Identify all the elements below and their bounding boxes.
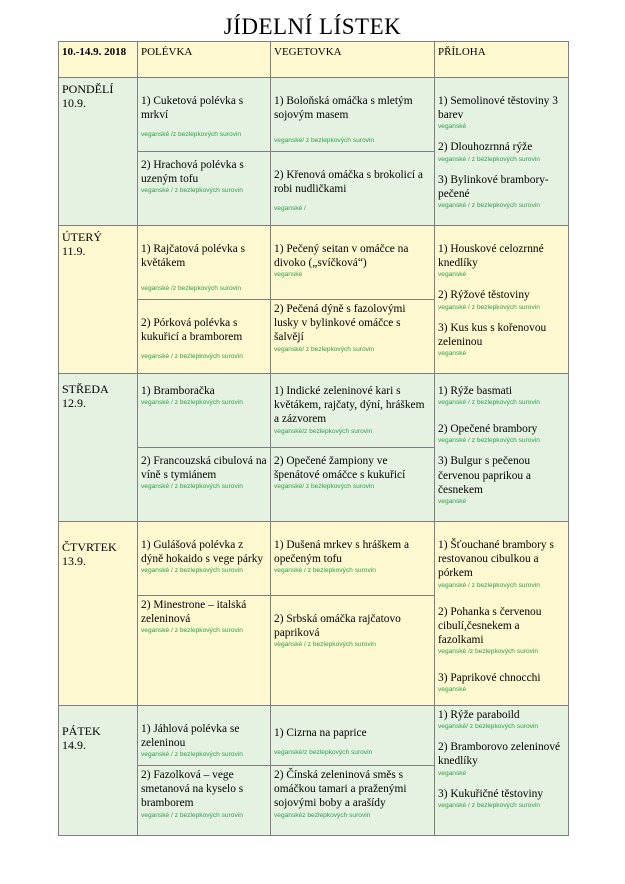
dish-name: 1) Dušená mrkev s hráškem a opečeným tofu: [274, 539, 410, 566]
header-soup: POLÉVKA: [138, 42, 271, 78]
soup-cell: [138, 706, 271, 766]
day-cell: [59, 522, 138, 706]
veg-cell: [271, 152, 435, 226]
dish-note: veganské / z bezlepkových surovin: [438, 801, 540, 809]
dish-note: veganské/ z bezlepkových surovin: [438, 723, 539, 731]
dish-note: veganské: [438, 686, 467, 694]
dish-note: veganské/ z bezlepkových surovin: [274, 483, 375, 491]
side-cell: [435, 78, 569, 226]
dish-note: veganské / z bezlepkových surovin: [438, 581, 540, 589]
dish-name: 1) Jáhlová polévka se zeleninou: [141, 723, 240, 750]
soup-cell: [138, 596, 271, 706]
veg-cell: [271, 300, 435, 374]
dish-name: 1) Rýže paraboild: [438, 709, 520, 721]
dish-name: 2) Srbská omáčka rajčatovo papriková: [274, 613, 401, 640]
dish-name: 2) Opečené brambory: [438, 423, 538, 436]
day-row-monday: [59, 78, 569, 152]
dish-note: veganské / z bezlepkových surovin: [438, 155, 540, 163]
soup-cell: [138, 78, 271, 152]
day-cell: [59, 374, 138, 522]
dish-note: veganskéz bezlepkových surovin: [274, 811, 371, 819]
dish-name: 1) Semolinové těstoviny 3 barev: [438, 95, 558, 122]
dish-note: veganské: [438, 271, 467, 279]
veg-cell: [271, 766, 435, 836]
dish-name: 1) Cizrna na paprice: [274, 727, 367, 739]
dish-note: veganské / z bezlepkových surovin: [141, 751, 243, 759]
day-cell: [59, 78, 138, 226]
soup-cell: [138, 226, 271, 300]
dish-name: 1) Gulášová polévka z dýně hokaido s vege párky: [141, 539, 264, 566]
dish-name: 2) Opečené žampiony ve špenátové omáčce s kukuřicí: [274, 455, 406, 482]
dish-name: 1) Bramboračka: [141, 385, 215, 397]
dish-name: 2) Pohanka s červenou cibulí,česnekem a fazolkami: [438, 605, 542, 647]
day-row-friday: [59, 706, 569, 766]
dish-name: 2) Bramborovo zeleninové knedlíky: [438, 741, 561, 768]
day-cell: [59, 706, 138, 836]
dish-note: veganské/z bezlepkových surovin: [274, 749, 373, 757]
day-date: 10.9.: [62, 96, 86, 110]
dish-note: veganské / z bezlepkových surovin: [438, 399, 540, 407]
dish-note: veganské: [438, 769, 467, 777]
day-date: 12.9.: [62, 396, 86, 410]
dish-name: 3) Paprikové chnocchi: [438, 672, 541, 685]
day-row-thursday: [59, 522, 569, 596]
veg-cell: [271, 78, 435, 152]
dish-note: veganské / z bezlepkových surovin: [274, 567, 376, 575]
dish-note: veganské /z bezlepkových surovin: [141, 131, 242, 139]
dish-name: 2) Francouzská cibulová na víně s tymiánem: [141, 455, 267, 482]
dish-note: veganské / z bezlepkových surovin: [141, 399, 243, 407]
header-row: [59, 42, 569, 78]
dish-note: veganské / z bezlepkových surovin: [141, 567, 243, 575]
dish-note: veganské: [438, 498, 467, 506]
day-date: 14.9.: [62, 738, 86, 752]
dish-note: veganské / z bezlepkových surovin: [141, 187, 243, 195]
day-name: PONDĚLÍ: [62, 82, 114, 96]
side-cell: [435, 374, 569, 522]
soup-cell: [138, 152, 271, 226]
day-name: ÚTERÝ: [62, 230, 102, 244]
dish-name: 1) Houskové celozrnné knedlíky: [438, 243, 544, 270]
dish-name: 1) Boloňská omáčka s mletým sojovým masem: [274, 95, 413, 122]
day-date: 11.9.: [62, 244, 86, 258]
dish-note: veganské: [438, 123, 467, 131]
dish-note: veganské /z bezlepkových surovin: [438, 648, 539, 656]
dish-note: veganské / z bezlepkových surovin: [274, 641, 376, 649]
dish-note: veganské/z bezlepkových surovin: [274, 427, 373, 435]
dish-note: veganské / z bezlepkových surovin: [141, 627, 243, 635]
side-cell: [435, 706, 569, 836]
day-row-tuesday: [59, 226, 569, 300]
page-title: JÍDELNÍ LÍSTEK: [223, 14, 402, 39]
dish-name: 2) Křenová omáčka s brokolicí a robi nudličkami: [274, 169, 423, 196]
day-cell: [59, 226, 138, 374]
soup-cell: [138, 766, 271, 836]
dish-name: 3) Bylinkové brambory- pečené: [438, 173, 549, 200]
veg-cell: [271, 596, 435, 706]
dish-note: veganské / z bezlepkových surovin: [141, 483, 243, 491]
header-dates: 10.-14.9. 2018: [59, 42, 138, 78]
dish-name: 3) Bulgur s pečenou červenou paprikou a česnekem: [438, 455, 531, 496]
day-row-wednesday: [59, 374, 569, 448]
dish-name: 2) Pečená dýně s fazolovými lusky v bylinkové omáčce s šalvějí: [274, 303, 406, 344]
dish-note: veganské: [438, 350, 467, 358]
day-date: 13.9.: [62, 554, 86, 568]
soup-cell: [138, 300, 271, 374]
day-name: ČTVRTEK: [62, 540, 117, 554]
veg-cell: [271, 226, 435, 300]
soup-cell: [138, 448, 271, 522]
dish-name: 2) Rýžové těstoviny: [438, 289, 530, 302]
dish-name: 3) Kukuřičné těstoviny: [438, 787, 544, 800]
dish-name: 3) Kus kus s kořenovou zeleninou: [438, 321, 547, 348]
dish-name: 1) Šťouchané brambory s restovanou cibulkou a pórkem: [438, 539, 554, 580]
veg-cell: [271, 706, 435, 766]
soup-cell: [138, 522, 271, 596]
dish-name: 1) Cuketová polévka s mrkví: [141, 95, 244, 122]
dish-note: veganské/ z bezlepkových surovin: [274, 345, 375, 353]
dish-name: 2) Čínská zeleninová směs s omáčkou tamari a praženými sojovými boby a arašídy: [274, 769, 407, 810]
veg-cell: [271, 374, 435, 448]
day-name: PÁTEK: [62, 724, 101, 738]
header-vegetovka: VEGETOVKA: [271, 42, 435, 78]
dish-note: veganské /z bezlepkových surovin: [141, 285, 242, 293]
header-side: PŘÍLOHA: [435, 42, 569, 78]
dish-note: veganské /: [274, 205, 306, 213]
veg-cell: [271, 522, 435, 596]
dish-name: 2) Dlouhozrnná rýže: [438, 141, 533, 154]
day-name: STŘEDA: [62, 382, 109, 396]
dish-name: 1) Pečený seitan v omáčce na divoko („svíčková“): [274, 243, 409, 270]
dish-note: veganské / z bezlepkových surovin: [438, 202, 540, 210]
dish-note: veganské: [274, 271, 303, 279]
dish-note: veganské / z bezlepkových surovin: [141, 353, 243, 361]
menu-table: [58, 41, 569, 836]
dish-name: 2) Hrachová polévka s uzeným tofu: [141, 159, 244, 186]
dish-note: veganské / z bezlepkových surovin: [438, 303, 540, 311]
soup-cell: [138, 374, 271, 448]
dish-note: veganské / z bezlepkových surovin: [141, 811, 243, 819]
dish-note: veganské/ z bezlepkových surovin: [274, 137, 375, 145]
veg-cell: [271, 448, 435, 522]
dish-name: 2) Minestrone – italská zeleninová: [141, 599, 247, 626]
side-cell: [435, 522, 569, 706]
side-cell: [435, 226, 569, 374]
dish-name: 1) Rýže basmati: [438, 385, 513, 397]
dish-name: 1) Rajčatová polévka s květákem: [141, 243, 246, 270]
dish-name: 2) Fazolková – vege smetanová na kyselo s bramborem: [141, 769, 244, 810]
dish-name: 1) Indické zeleninové kari s květákem, rajčaty, dýní, hráškem a zázvorem: [274, 385, 425, 426]
dish-name: 2) Pórková polévka s kukuřicí a bramborem: [141, 317, 243, 344]
dish-note: veganské / z bezlepkových surovin: [438, 437, 540, 445]
